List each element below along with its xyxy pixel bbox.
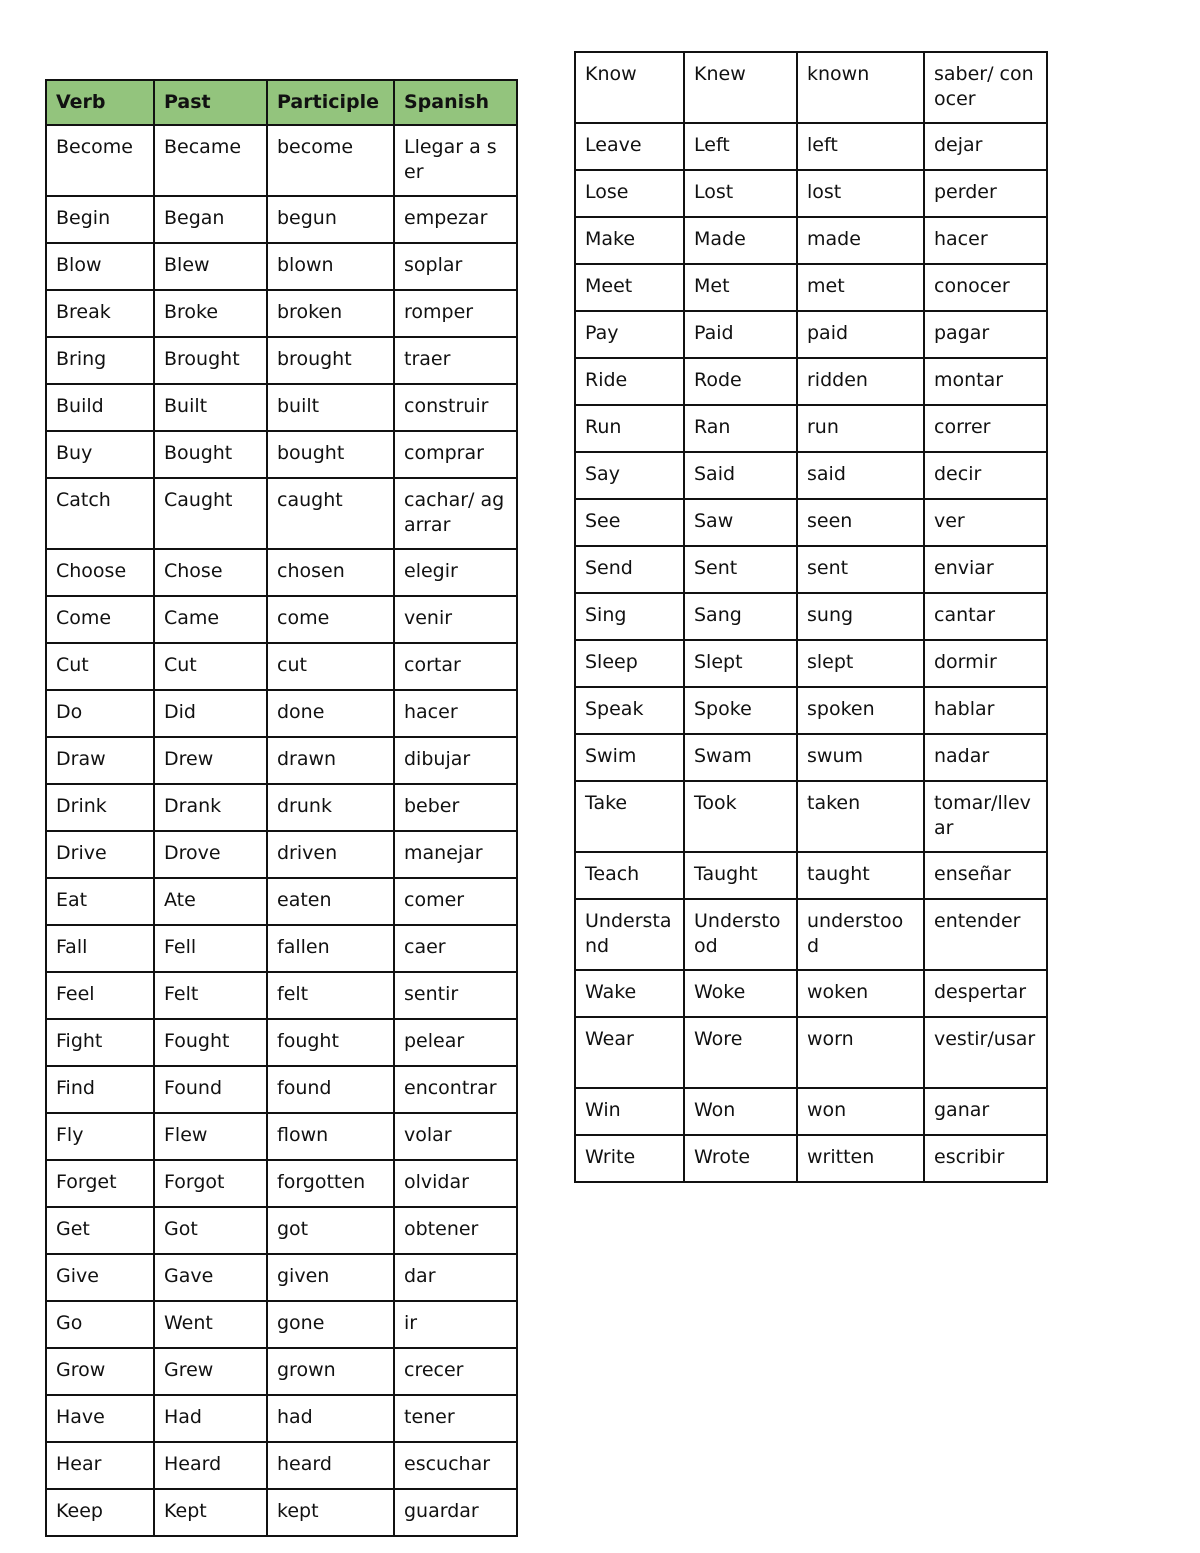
cell-participle: seen — [797, 499, 924, 546]
cell-spanish: romper — [394, 290, 517, 337]
cell-spanish: correr — [924, 405, 1047, 452]
cell-verb: Become — [46, 125, 154, 196]
cell-participle: gone — [267, 1301, 394, 1348]
cell-spanish: enseñar — [924, 852, 1047, 899]
cell-spanish: escuchar — [394, 1442, 517, 1489]
cell-participle: got — [267, 1207, 394, 1254]
cell-spanish: perder — [924, 170, 1047, 217]
table-row — [46, 925, 517, 972]
cell-past: Won — [684, 1088, 797, 1135]
cell-past: Said — [684, 452, 797, 499]
table-row — [46, 643, 517, 690]
cell-verb: Make — [575, 217, 684, 264]
cell-verb: Find — [46, 1066, 154, 1113]
cell-verb: Pay — [575, 311, 684, 358]
cell-participle: blown — [267, 243, 394, 290]
cell-spanish: pagar — [924, 311, 1047, 358]
cell-verb: Take — [575, 781, 684, 852]
table-row — [575, 970, 1047, 1017]
cell-verb: Eat — [46, 878, 154, 925]
cell-past: Chose — [154, 549, 267, 596]
table-row — [46, 1160, 517, 1207]
table-row — [46, 290, 517, 337]
cell-participle: felt — [267, 972, 394, 1019]
cell-spanish: vestir/usar — [924, 1017, 1047, 1088]
cell-past: Slept — [684, 640, 797, 687]
header-verb: Verb — [46, 80, 154, 125]
cell-past: Went — [154, 1301, 267, 1348]
cell-spanish: venir — [394, 596, 517, 643]
table-row — [46, 549, 517, 596]
cell-spanish: ver — [924, 499, 1047, 546]
cell-participle: known — [797, 52, 924, 123]
cell-participle: eaten — [267, 878, 394, 925]
cell-verb: Drive — [46, 831, 154, 878]
cell-participle: made — [797, 217, 924, 264]
cell-participle: worn — [797, 1017, 924, 1088]
table-row — [575, 499, 1047, 546]
cell-past: Sent — [684, 546, 797, 593]
cell-past: Paid — [684, 311, 797, 358]
cell-spanish: ir — [394, 1301, 517, 1348]
cell-participle: drawn — [267, 737, 394, 784]
cell-participle: sent — [797, 546, 924, 593]
cell-spanish: dejar — [924, 123, 1047, 170]
table-row — [575, 358, 1047, 405]
cell-verb: Run — [575, 405, 684, 452]
cell-participle: lost — [797, 170, 924, 217]
cell-verb: Sleep — [575, 640, 684, 687]
cell-participle: taken — [797, 781, 924, 852]
table-row — [575, 123, 1047, 170]
table-row — [46, 243, 517, 290]
table-row — [575, 405, 1047, 452]
table-row — [46, 784, 517, 831]
table-row — [575, 264, 1047, 311]
cell-past: Met — [684, 264, 797, 311]
cell-participle: kept — [267, 1489, 394, 1536]
verb-table-left — [45, 79, 518, 1537]
cell-participle: taught — [797, 852, 924, 899]
cell-past: Got — [154, 1207, 267, 1254]
table-row — [575, 452, 1047, 499]
cell-past: Left — [684, 123, 797, 170]
table-row — [575, 1017, 1047, 1088]
cell-spanish: entender — [924, 899, 1047, 970]
cell-verb: Teach — [575, 852, 684, 899]
cell-past: Saw — [684, 499, 797, 546]
cell-verb: Know — [575, 52, 684, 123]
cell-past: Kept — [154, 1489, 267, 1536]
cell-verb: Have — [46, 1395, 154, 1442]
cell-participle: ridden — [797, 358, 924, 405]
cell-spanish: pelear — [394, 1019, 517, 1066]
table-row — [46, 1113, 517, 1160]
cell-past: Bought — [154, 431, 267, 478]
cell-spanish: conocer — [924, 264, 1047, 311]
table-row — [46, 337, 517, 384]
table-row — [575, 640, 1047, 687]
verb-table-right — [574, 51, 1048, 1183]
cell-past: Sang — [684, 593, 797, 640]
cell-past: Lost — [684, 170, 797, 217]
cell-participle: swum — [797, 734, 924, 781]
table-row — [575, 899, 1047, 970]
cell-past: Cut — [154, 643, 267, 690]
cell-spanish: elegir — [394, 549, 517, 596]
cell-verb: Fight — [46, 1019, 154, 1066]
cell-past: Became — [154, 125, 267, 196]
cell-verb: Bring — [46, 337, 154, 384]
cell-spanish: dibujar — [394, 737, 517, 784]
cell-past: Found — [154, 1066, 267, 1113]
cell-participle: said — [797, 452, 924, 499]
cell-spanish: guardar — [394, 1489, 517, 1536]
cell-verb: Feel — [46, 972, 154, 1019]
table-row — [46, 972, 517, 1019]
cell-participle: had — [267, 1395, 394, 1442]
cell-participle: left — [797, 123, 924, 170]
cell-spanish: hacer — [394, 690, 517, 737]
cell-participle: found — [267, 1066, 394, 1113]
table-row — [575, 593, 1047, 640]
table-header-row — [46, 80, 517, 125]
cell-spanish: volar — [394, 1113, 517, 1160]
cell-verb: Win — [575, 1088, 684, 1135]
cell-verb: Do — [46, 690, 154, 737]
table-row — [46, 1066, 517, 1113]
cell-verb: Blow — [46, 243, 154, 290]
cell-past: Flew — [154, 1113, 267, 1160]
cell-past: Gave — [154, 1254, 267, 1301]
cell-past: Swam — [684, 734, 797, 781]
cell-past: Began — [154, 196, 267, 243]
cell-participle: fallen — [267, 925, 394, 972]
cell-past: Fell — [154, 925, 267, 972]
cell-participle: begun — [267, 196, 394, 243]
cell-participle: grown — [267, 1348, 394, 1395]
cell-past: Did — [154, 690, 267, 737]
cell-spanish: hacer — [924, 217, 1047, 264]
table-row — [46, 1254, 517, 1301]
cell-verb: Begin — [46, 196, 154, 243]
cell-participle: forgotten — [267, 1160, 394, 1207]
cell-past: Heard — [154, 1442, 267, 1489]
cell-participle: met — [797, 264, 924, 311]
cell-spanish: sentir — [394, 972, 517, 1019]
cell-participle: paid — [797, 311, 924, 358]
cell-participle: fought — [267, 1019, 394, 1066]
table-row — [46, 690, 517, 737]
cell-verb: Write — [575, 1135, 684, 1182]
cell-past: Wrote — [684, 1135, 797, 1182]
cell-spanish: cortar — [394, 643, 517, 690]
table-row — [46, 737, 517, 784]
cell-past: Had — [154, 1395, 267, 1442]
cell-past: Rode — [684, 358, 797, 405]
cell-participle: woken — [797, 970, 924, 1017]
cell-verb: Go — [46, 1301, 154, 1348]
cell-spanish: cantar — [924, 593, 1047, 640]
cell-verb: Draw — [46, 737, 154, 784]
cell-spanish: comprar — [394, 431, 517, 478]
cell-verb: Cut — [46, 643, 154, 690]
cell-participle: brought — [267, 337, 394, 384]
table-row — [46, 1019, 517, 1066]
cell-past: Felt — [154, 972, 267, 1019]
cell-verb: Lose — [575, 170, 684, 217]
cell-participle: heard — [267, 1442, 394, 1489]
cell-spanish: saber/ conocer — [924, 52, 1047, 123]
cell-participle: cut — [267, 643, 394, 690]
cell-past: Drew — [154, 737, 267, 784]
cell-past: Drove — [154, 831, 267, 878]
cell-spanish: montar — [924, 358, 1047, 405]
cell-past: Knew — [684, 52, 797, 123]
table-row — [575, 852, 1047, 899]
table-row — [46, 196, 517, 243]
cell-verb: Fly — [46, 1113, 154, 1160]
cell-verb: Grow — [46, 1348, 154, 1395]
table-row — [46, 1207, 517, 1254]
cell-spanish: manejar — [394, 831, 517, 878]
cell-past: Brought — [154, 337, 267, 384]
cell-past: Understood — [684, 899, 797, 970]
cell-participle: chosen — [267, 549, 394, 596]
cell-past: Blew — [154, 243, 267, 290]
cell-spanish: crecer — [394, 1348, 517, 1395]
cell-verb: Hear — [46, 1442, 154, 1489]
table-row — [46, 878, 517, 925]
cell-past: Fought — [154, 1019, 267, 1066]
cell-participle: won — [797, 1088, 924, 1135]
table-row — [46, 478, 517, 549]
cell-spanish: ganar — [924, 1088, 1047, 1135]
cell-verb: Wake — [575, 970, 684, 1017]
cell-spanish: dormir — [924, 640, 1047, 687]
cell-spanish: enviar — [924, 546, 1047, 593]
cell-participle: understood — [797, 899, 924, 970]
cell-participle: given — [267, 1254, 394, 1301]
cell-participle: written — [797, 1135, 924, 1182]
cell-spanish: soplar — [394, 243, 517, 290]
cell-participle: done — [267, 690, 394, 737]
table-row — [46, 384, 517, 431]
cell-verb: Understand — [575, 899, 684, 970]
cell-spanish: hablar — [924, 687, 1047, 734]
table-row — [46, 1395, 517, 1442]
cell-past: Spoke — [684, 687, 797, 734]
cell-spanish: decir — [924, 452, 1047, 499]
cell-spanish: despertar — [924, 970, 1047, 1017]
cell-past: Came — [154, 596, 267, 643]
cell-past: Caught — [154, 478, 267, 549]
cell-participle: run — [797, 405, 924, 452]
cell-participle: become — [267, 125, 394, 196]
cell-past: Made — [684, 217, 797, 264]
cell-verb: Buy — [46, 431, 154, 478]
cell-verb: Leave — [575, 123, 684, 170]
cell-past: Took — [684, 781, 797, 852]
cell-past: Grew — [154, 1348, 267, 1395]
cell-verb: Get — [46, 1207, 154, 1254]
cell-verb: Forget — [46, 1160, 154, 1207]
table-row — [575, 311, 1047, 358]
cell-verb: Swim — [575, 734, 684, 781]
cell-verb: Fall — [46, 925, 154, 972]
cell-participle: driven — [267, 831, 394, 878]
table-row — [575, 1088, 1047, 1135]
cell-past: Broke — [154, 290, 267, 337]
cell-verb: Break — [46, 290, 154, 337]
cell-verb: Ride — [575, 358, 684, 405]
cell-verb: Send — [575, 546, 684, 593]
cell-past: Wore — [684, 1017, 797, 1088]
table-row — [46, 125, 517, 196]
table-row — [46, 1348, 517, 1395]
cell-verb: Meet — [575, 264, 684, 311]
cell-past: Taught — [684, 852, 797, 899]
table-row — [575, 170, 1047, 217]
table-row — [46, 831, 517, 878]
table-row — [575, 1135, 1047, 1182]
cell-spanish: caer — [394, 925, 517, 972]
cell-verb: Choose — [46, 549, 154, 596]
cell-spanish: construir — [394, 384, 517, 431]
cell-verb: Wear — [575, 1017, 684, 1088]
cell-spanish: cachar/ agarrar — [394, 478, 517, 549]
table-row — [46, 1442, 517, 1489]
cell-verb: Build — [46, 384, 154, 431]
cell-past: Woke — [684, 970, 797, 1017]
cell-past: Built — [154, 384, 267, 431]
cell-verb: Catch — [46, 478, 154, 549]
cell-verb: Come — [46, 596, 154, 643]
cell-spanish: Llegar a ser — [394, 125, 517, 196]
cell-past: Ate — [154, 878, 267, 925]
cell-verb: Give — [46, 1254, 154, 1301]
cell-verb: Say — [575, 452, 684, 499]
cell-verb: See — [575, 499, 684, 546]
cell-participle: come — [267, 596, 394, 643]
cell-spanish: escribir — [924, 1135, 1047, 1182]
table-row — [46, 596, 517, 643]
cell-spanish: obtener — [394, 1207, 517, 1254]
table-row — [575, 546, 1047, 593]
cell-spanish: tomar/llevar — [924, 781, 1047, 852]
cell-participle: flown — [267, 1113, 394, 1160]
cell-participle: slept — [797, 640, 924, 687]
cell-participle: drunk — [267, 784, 394, 831]
table-row — [46, 431, 517, 478]
cell-participle: built — [267, 384, 394, 431]
cell-spanish: traer — [394, 337, 517, 384]
cell-spanish: tener — [394, 1395, 517, 1442]
cell-verb: Speak — [575, 687, 684, 734]
cell-spanish: comer — [394, 878, 517, 925]
table-row — [46, 1489, 517, 1536]
cell-spanish: encontrar — [394, 1066, 517, 1113]
table-row — [575, 217, 1047, 264]
table-row — [575, 687, 1047, 734]
header-spanish: Spanish — [394, 80, 517, 125]
table-row — [46, 1301, 517, 1348]
cell-spanish: dar — [394, 1254, 517, 1301]
cell-participle: caught — [267, 478, 394, 549]
cell-participle: spoken — [797, 687, 924, 734]
cell-spanish: nadar — [924, 734, 1047, 781]
cell-participle: bought — [267, 431, 394, 478]
table-row — [575, 781, 1047, 852]
cell-past: Drank — [154, 784, 267, 831]
cell-spanish: olvidar — [394, 1160, 517, 1207]
cell-past: Ran — [684, 405, 797, 452]
table-row — [575, 734, 1047, 781]
header-participle: Participle — [267, 80, 394, 125]
cell-verb: Keep — [46, 1489, 154, 1536]
cell-participle: broken — [267, 290, 394, 337]
header-past: Past — [154, 80, 267, 125]
cell-spanish: empezar — [394, 196, 517, 243]
cell-past: Forgot — [154, 1160, 267, 1207]
cell-spanish: beber — [394, 784, 517, 831]
cell-verb: Drink — [46, 784, 154, 831]
cell-verb: Sing — [575, 593, 684, 640]
cell-participle: sung — [797, 593, 924, 640]
table-row — [575, 52, 1047, 123]
